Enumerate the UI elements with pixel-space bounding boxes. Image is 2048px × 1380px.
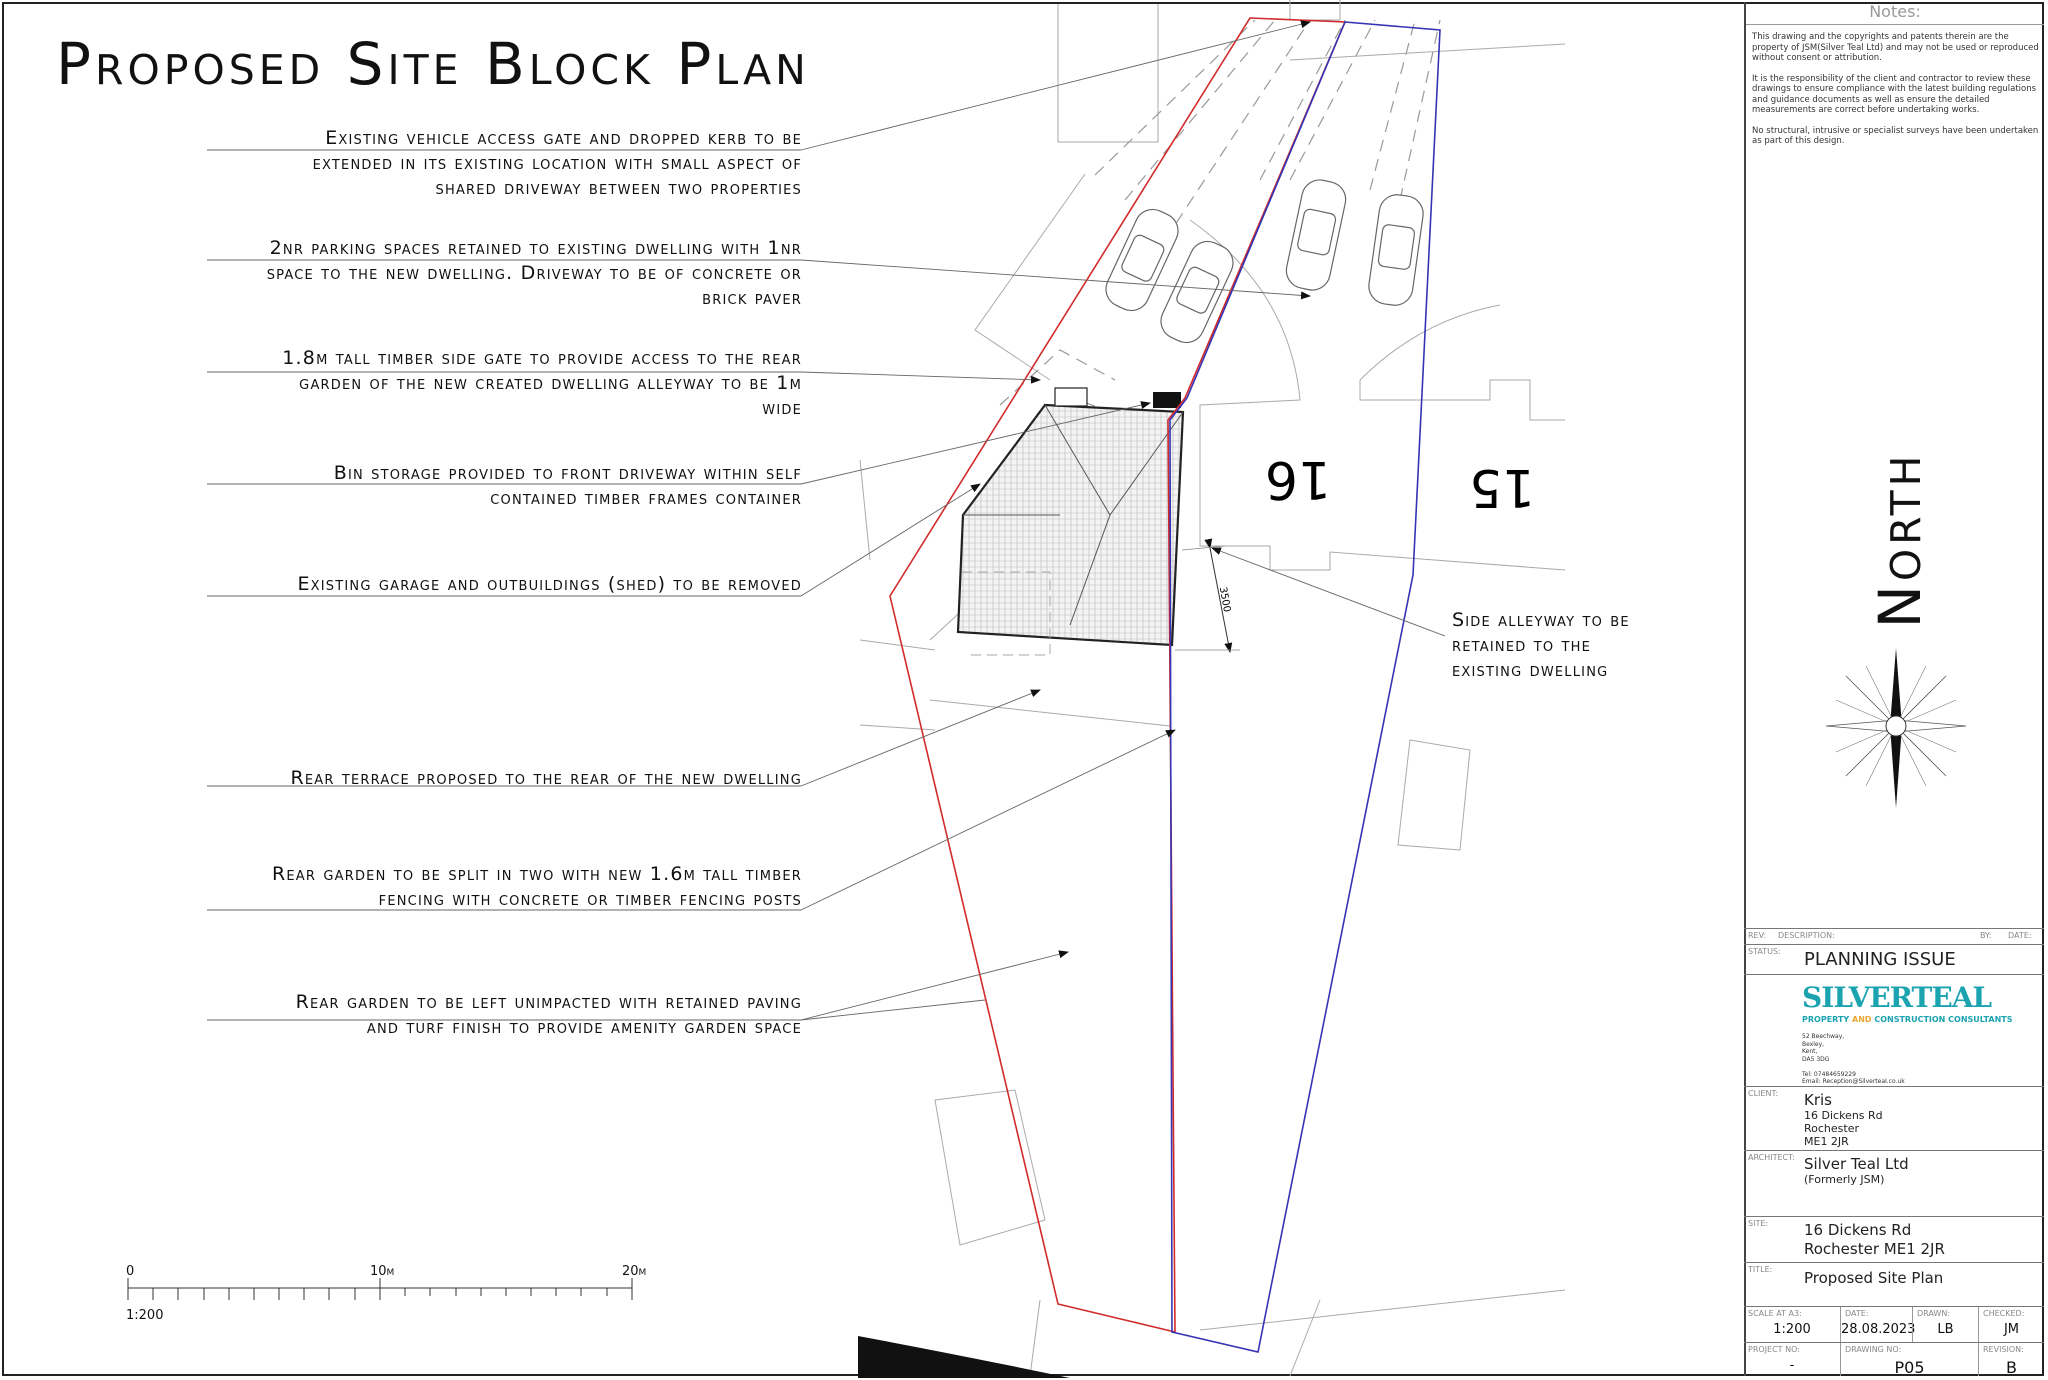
site-label: SITE:: [1748, 1219, 1769, 1228]
scale-bar: [128, 1278, 632, 1300]
annotation-line: 1.8m tall timber side gate to provide access to the rear: [282, 347, 802, 369]
drawn-cell: [1912, 1307, 1978, 1342]
plot-number-16: 16: [1264, 449, 1332, 509]
project-label: PROJECT NO:: [1748, 1345, 1800, 1354]
scale-label-10m: 10m: [370, 1264, 395, 1279]
annotation-parking: [267, 236, 802, 311]
architect-label: ARCHITECT:: [1748, 1153, 1795, 1162]
scale-ratio: 1:200: [126, 1308, 164, 1323]
status-block: [1744, 944, 2044, 974]
annotation-line: wide: [762, 397, 802, 419]
site-value: [1804, 1221, 1945, 1259]
annotation-line: shared driveway between two properties: [435, 177, 802, 199]
annotation-side-alleyway: [1452, 608, 1630, 683]
scale-label: SCALE AT A3:: [1748, 1309, 1802, 1318]
checked-value: JM: [2003, 1322, 2020, 1337]
client-address-line: ME1 2JR: [1804, 1135, 1849, 1148]
north-label-box: [1760, 440, 2040, 640]
annotation-line: Bin storage provided to front driveway within self: [333, 462, 802, 484]
description-label: DESCRIPTION:: [1778, 931, 1835, 940]
drawn-value: LB: [1937, 1322, 1954, 1337]
architect-sub: (Formerly JSM): [1804, 1173, 1885, 1186]
architect-value: [1804, 1155, 1909, 1186]
scale-cell: [1744, 1307, 1840, 1342]
plot-number-15: 15: [1468, 457, 1536, 517]
annotation-line: contained timber frames container: [490, 487, 802, 509]
project-row: [1744, 1342, 2044, 1376]
context-lines: [860, 0, 1565, 1376]
client-address-line: Rochester: [1804, 1122, 1859, 1135]
address-line: Kent,: [1802, 1048, 1818, 1055]
annotation-line: Existing garage and outbuildings (shed) to be removed: [297, 573, 802, 595]
annotation-rear-terrace: [290, 766, 802, 791]
address-line: Bexley,: [1802, 1040, 1825, 1048]
company-block: [1744, 974, 2044, 1086]
checked-label: CHECKED:: [1983, 1309, 2025, 1318]
client-value: [1804, 1091, 1883, 1148]
notes-paragraph: This drawing and the copyrights and patents therein are the property of JSM(Silver Teal Ltd) and may not be used or reproduced without consent or attribution.: [1752, 32, 2039, 63]
notes-body: [1752, 32, 2042, 157]
client-label: CLIENT:: [1748, 1089, 1779, 1098]
annotation-side-gate: [282, 346, 802, 421]
address-line: Tel: 07484659229: [1802, 1070, 1856, 1078]
proposed-dwelling: [958, 388, 1183, 655]
address-line: DA5 3DG: [1802, 1055, 1830, 1063]
notes-paragraph: No structural, intrusive or specialist surveys have been undertaken as part of this design.: [1752, 125, 2039, 146]
architect-block: [1744, 1150, 2044, 1216]
revision-cell: [1978, 1343, 2044, 1376]
site-line: 16 Dickens Rd: [1804, 1221, 1912, 1239]
annotation-line: existing dwelling: [1452, 659, 1609, 681]
scale-date-row: [1744, 1306, 2044, 1342]
road-edge: [858, 1336, 1070, 1378]
architect-name: Silver Teal Ltd: [1804, 1155, 1909, 1173]
checked-cell: [1978, 1307, 2044, 1342]
driveway-markings: [1000, 20, 1440, 425]
dimension-label: 3500: [1216, 586, 1233, 614]
company-logo: SILVERTEAL: [1802, 981, 1992, 1014]
annotation-line: garden of the new created dwelling alleyway to be 1m: [299, 372, 802, 394]
date-cell: [1840, 1307, 1916, 1342]
tagline-and: AND: [1852, 1015, 1872, 1024]
title-label: TITLE:: [1748, 1265, 1773, 1274]
drawing-title-block: [1744, 1262, 2044, 1306]
scale-label-20m: 20m: [622, 1264, 647, 1279]
annotation-line: brick paver: [702, 287, 802, 309]
tagline-part: PROPERTY: [1802, 1015, 1850, 1024]
annotation-bin-storage: [334, 461, 802, 511]
revision-header: [1744, 928, 2044, 944]
drawing-title-value: Proposed Site Plan: [1804, 1269, 1944, 1287]
annotation-line: retained to the: [1452, 634, 1592, 656]
project-value: -: [1789, 1358, 1795, 1373]
tagline-part: CONSTRUCTION CONSULTANTS: [1874, 1015, 2013, 1024]
scale-value: 1:200: [1773, 1322, 1811, 1337]
rev-label: REV:: [1748, 931, 1767, 940]
annotation-line: and turf finish to provide amenity garden space: [366, 1016, 802, 1038]
scale-label-0: 0: [126, 1264, 135, 1279]
revision-label: REVISION:: [1983, 1345, 2024, 1354]
address-line: [1802, 1063, 1905, 1071]
annotation-garden-unimpacted: [296, 990, 802, 1040]
client-name: Kris: [1804, 1091, 1832, 1109]
annotation-garage-removed: [297, 572, 802, 597]
site-line: Rochester ME1 2JR: [1804, 1240, 1945, 1258]
annotation-line: Rear terrace proposed to the rear of the new dwelling: [290, 767, 802, 789]
annotation-access-gate: [313, 126, 802, 201]
status-value: PLANNING ISSUE: [1804, 949, 1956, 970]
annotation-line: Existing vehicle access gate and dropped kerb to be: [325, 127, 802, 149]
date-value: 28.08.2023: [1841, 1322, 1916, 1337]
notes-paragraph: It is the responsibility of the client and contractor to review these drawings to ensure compliance with the latest building regulations and guidance documents as well as ensure the detailed measurements are correct before undertaking works.: [1752, 73, 2037, 115]
client-address-line: 16 Dickens Rd: [1804, 1109, 1883, 1122]
drawing-no-value: P05: [1894, 1358, 1925, 1377]
site-boundary: [890, 18, 1345, 1332]
annotation-line: fencing with concrete or timber fencing posts: [378, 888, 802, 910]
parked-cars: [1100, 177, 1425, 349]
annotation-line: Side alleyway to be: [1452, 609, 1630, 631]
project-cell: [1744, 1343, 1840, 1376]
client-block: [1744, 1086, 2044, 1150]
by-label: BY:: [1980, 931, 1992, 940]
company-tagline: [1802, 1015, 2013, 1024]
annotation-line: 2nr parking spaces retained to existing dwelling with 1nr: [269, 237, 802, 259]
annotation-line: extended in its existing location with small aspect of: [312, 152, 802, 174]
company-address: [1802, 1033, 1905, 1086]
notes-heading: Notes:: [1746, 2, 2044, 25]
address-line: Email: Reception@SilverteaI.co.uk: [1802, 1078, 1905, 1085]
drawing-no-cell: [1840, 1343, 1978, 1376]
drawn-label: DRAWN:: [1917, 1309, 1951, 1318]
drawing-title: Proposed Site Block Plan: [56, 30, 810, 98]
revision-value: B: [2006, 1358, 2017, 1377]
status-label: STATUS:: [1748, 947, 1781, 956]
annotation-line: space to the new dwelling. Driveway to be of concrete or: [266, 262, 802, 284]
annotation-garden-split: [272, 862, 802, 912]
date-label: DATE:: [2008, 931, 2032, 940]
annotation-line: Rear garden to be left unimpacted with retained paving: [295, 991, 802, 1013]
site-block: [1744, 1216, 2044, 1262]
date-label2: DATE:: [1845, 1309, 1869, 1318]
annotation-line: Rear garden to be split in two with new 1.6m tall timber: [271, 863, 802, 885]
drawing-no-label: DRAWING NO:: [1845, 1345, 1902, 1354]
north-label: North: [1866, 451, 1934, 629]
address-line: 52 Beechway,: [1802, 1033, 1845, 1040]
